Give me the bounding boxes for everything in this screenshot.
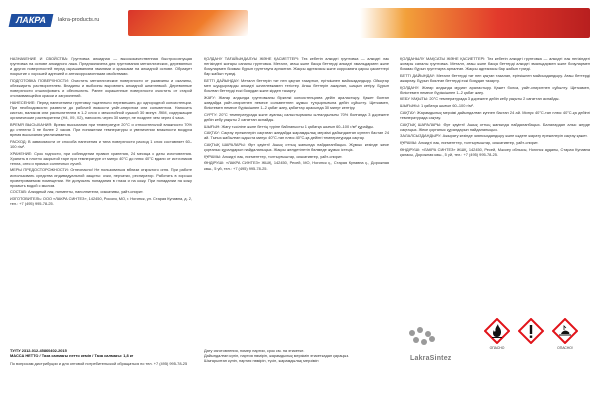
flame-hazard-icon — [484, 318, 510, 344]
exclamation-hazard-icon — [518, 318, 544, 344]
paragraph: ӨНДІРУШІ: «ЛАКРА СИНТЕЗ» ЖШҚ, 142450, Ресей, МО, Ногинск қ., Старая Купавна қ., Дорожная көш., 5 үй, тел.: +7 (495) 995-78-25. — [204, 160, 389, 171]
paragraph: ИЗГОТОВИТЕЛЬ: ООО «ЛАКРА СИНТЕЗ», 142450, Россия, МО, г. Ногинск, ул. Старая Купавна, д. 2, тел.: +7 (495) 995-78-25. — [10, 196, 192, 207]
footer-middle — [204, 348, 389, 363]
paragraph: КЕБУ УАҚЫТЫ: 20°С температурада 3 дәрежеге дейін кебу уақыты 2 сағаттан аспайды. — [400, 96, 560, 102]
paragraph: ШЫҒЫН: Жағу тәсіліне және беттің түріне байланысты 1 қабатқа шығын 60–100 г/м² құрайды. — [204, 123, 375, 129]
lakrasintez-brand-name: LakraSintez — [410, 355, 452, 362]
paragraph: ЗАЛАЛСЫЗДАНДЫРУ: Ажырату кезінде зиянсыздандыру және кәдеге жарату ережелерін сақтау қажет. — [400, 133, 588, 139]
paragraph: ХРАНЕНИЕ: Срок годности, при соблюдении правил хранения, 24 месяца с даты изготовления. Хранить в плотно закрытой таре при температуре от минус 40°С до плюс 40°С вдали от источников тепла, огня и прямых солнечных лучей. — [10, 150, 192, 166]
site-url: lakra-products.ru — [58, 17, 100, 23]
hazard-pictograms — [478, 318, 598, 358]
paragraph: ҚОЛДАНУ: Жағар алдында мұқият араластыру. Қажет болса, уайт-спиритпен сұйылту. Щеткамен, біліктемен немесе бүріккішпен 1–2 қабат жағу. — [400, 84, 590, 95]
paragraph: ӨНДІРУШІ: «ЛАКРА СИНТЕЗ» ЖШҚ, 142450, Ресей, Мәскеу облысы, Ногинск ауданы, Старая Купавна қаласы, Дорожная көш., 5 үй, тел.: +7 (495) 995-78-25. — [400, 146, 590, 157]
hazard-label: ОПАСНО! — [557, 346, 573, 350]
environment-hazard-icon — [552, 318, 578, 344]
spec-code: ТУ/ТУ 2312-012-45860402-2015 — [10, 348, 67, 353]
text-column-kazakh-1 — [204, 56, 389, 306]
paragraph: ҚҰРАМЫ: Алкидті лак, пигменттер, толтырғыштар, сиккативтер, уайт-спирит. — [400, 140, 539, 146]
paragraph: ПОДГОТОВКА ПОВЕРХНОСТИ: Очистить металлические поверхности от ржавчины и окалины, обезжирить растворителем. Впадины и выбоины выровнять алкидной шпатлевкой. Деревянные поверхности отшлифовать и обеспылить. Ранее окрашенные поверхности очистить от старой отслаивающейся краски и загрязнений. — [10, 77, 192, 99]
paragraph: СУРТУ: 20°С температурада және ауаның салыстырмалы ылғалдылығы 70% болғанда 3 дәрежеге дейін кебу уақыты 2 сағаттан аспайды. — [204, 111, 389, 122]
text-column-kazakh-2 — [400, 56, 590, 326]
header-banner-right — [360, 8, 590, 38]
text-column-russian — [10, 56, 192, 346]
paragraph: МЕРЫ ПРЕДОСТОРОЖНОСТИ: Огнеопасно! Не пользоваться вблизи открытого огня. При работе использовать средства индивидуальной защиты: очки, перчатки, респиратор. Работать в хорошо проветриваемом помещении. Не допускать попадания в глаза и на кожу. При попадании на кожу промыть водой с мылом. — [10, 167, 192, 188]
hazard-label: ОПАСНО — [489, 346, 505, 350]
paragraph: НАЗНАЧЕНИЕ И СВОЙСТВА: Грунтовка алкидная — высококачественная быстросохнущая грунтовка на основе алкидного лака. Предназначена для грунтования металлических, деревянных и других поверхностей перед окрашиванием эмалями и красками на алкидной основе. Образует покрытие с хорошей адгезией и антикоррозионными свойствами. — [10, 56, 192, 77]
batch-info-kz2: Шығарылған күнін, партия нөмірін, түсін, жарамдылық мерзімін — [204, 358, 319, 364]
batch-info-ru: Дату изготовления, номер партии, срок см. на этикетке. — [204, 348, 305, 353]
paragraph: САҚТЫҚ ШАРАЛАРЫ: Өрт қауіпті! Ашық оттың жанында пайдаланбаңыз. Жұмыс кезінде жеке қорғаныс құралдарын пайдаланыңыз. Жақсы желдетілетін бөлмеде жұмыс істеңіз. — [204, 141, 389, 153]
header — [0, 0, 600, 40]
batch-info-kz: Дайындалған күнін, партия нөмірін, жарамдылық мерзімін этикеткадан қараңыз. — [204, 353, 350, 359]
paragraph: САҚТЫҚ ШАРАЛАРЫ: Өрт қауіпті! Ашық оттың жанында пайдаланбаңыз. Балалардан алыс жерде сақтаңыз. Жеке қорғаныс құралдарын пайдаланыңыз. — [400, 121, 590, 132]
header-banner-left — [128, 10, 248, 36]
paragraph: САҚТАУ: Жарамдылық мерзімі дайындалған күннен бастап 24 ай. Минус 40°С-тан плюс 40°С-қа дейінгі температурада сақтау. — [400, 109, 590, 120]
paragraph: ШЫҒЫНЫ: 1 қабатқа шығын 60–100 г/м². — [400, 103, 475, 109]
paragraph: ҚОЛДАНУ ТАҒАЙЫНДАЛУЫ ЖӘНЕ ҚАСИЕТТЕРІ: Тез кебетін алкидті грунтовка — алкидті лак негізіндегі жоғары сапалы грунтовка. Металл, ағаш және басқа беттерді алкидті эмальдармен және бояулармен боямас бұрын грунттауға арналған. Жақсы адгезиясы және коррозияға қарсы қасиеттері бар жабын түзеді. — [204, 56, 389, 77]
footer-left — [10, 348, 192, 366]
lakrasintez-logo-icon — [402, 325, 470, 353]
paragraph: ЖАҒУ: Жағар алдында грунтовканы біркелкі консистенцияға дейін араластыру. Қажет болған жағдайда уайт-спиритпен немесе сольвентпен жұмыс тұтқырлығына дейін сұйылту. Щеткамен, біліктемен немесе бүріккішпен 1–2 қабат жағу, қабаттар арасында 30 минут кептіру. — [204, 94, 389, 111]
net-weight: МАССА НЕТТО / Таза салмағы нетто кемін / Таза салмағы: 1,8 кг — [10, 353, 134, 359]
distribution-contact: По вопросам дистрибуции и для оптовой потребительской обращаться по тел. +7 (495) 995-78-25 — [10, 361, 188, 367]
paragraph: НАНЕСЕНИЕ: Перед нанесением грунтовку тщательно перемешать до однородной консистенции. При необходимости развести до рабочей вязкости уайт-спиритом или сольвентом. Наносить кистью, валиком или распылителем в 1-2 слоя с межслойной сушкой 30 минут. ЛКМ, содержащие органические растворители (Н4, Х9, Х2), наносить через 30 минут, не позднее чем через 4 часа. — [10, 99, 192, 121]
paragraph: ВРЕМЯ ВЫСЫХАНИЯ: Время высыхания при температуре 20°С и относительной влажности 70% до степени 3 не более 2 часов. При понижении температуры и увеличении влажности воздуха время высыхания увеличивается. — [10, 121, 192, 138]
paragraph: ҚОЛДАНЫЛУ МАҚСАТЫ ЖӘНЕ ҚАСИЕТТЕРІ: Тез кебетін алкидті грунтовка — алкидті лак негізіндегі жоғары сапалы грунтовка. Металл, ағаш және басқа беттерді алкидті эмальдармен және бояулармен боямас бұрын грунттауға арналған. Жақсы адгезиясы бар жабын түзеді. — [400, 56, 590, 72]
paragraph: РАСХОД: В зависимости от способа нанесения и типа поверхности расход 1 слоя составляет 60–100 г/м². — [10, 138, 192, 149]
paragraph: БЕТТІ ДАЙЫНДАУ: Металл беттерін тат пен қақтан тазартып, еріткішпен майсыздандыру. Ойықтар мен шұңқырларды алкидті шпатлевкамен тегістеу. Ағаш беттерін ажарлап, шаңын кетіру. Бұрын боялған беттерді ескі бояудан және кірден тазарту. — [204, 77, 389, 94]
paragraph: БЕТТІ ДАЙЫНДАУ: Металл беттерді тат пен қақтан тазалап, еріткішпен майсыздандыру. Ағаш беттерді ажарлау. Бұрын боялған беттерді ескі бояудан тазарту. — [400, 72, 590, 83]
paragraph: САҚТАУ: Сақтау ережелерін сақтаған жағдайда жарамдылық мерзімі дайындалған күннен бастап 24 ай. Тығыз жабылған ыдыста минус 40°С-тан плюс 40°С-қа дейінгі температурада сақтау. — [204, 130, 389, 141]
paragraph: СОСТАВ: Алкидный лак, пигменты, наполнители, сиккативы, уайт-спирит. — [10, 189, 144, 195]
lakra-logo: ЛАКРА — [9, 14, 54, 27]
paragraph: ҚҰРАМЫ: Алкидті лак, пигменттер, толтырғыштар, сиккативтер, уайт-спирит. — [204, 153, 343, 159]
